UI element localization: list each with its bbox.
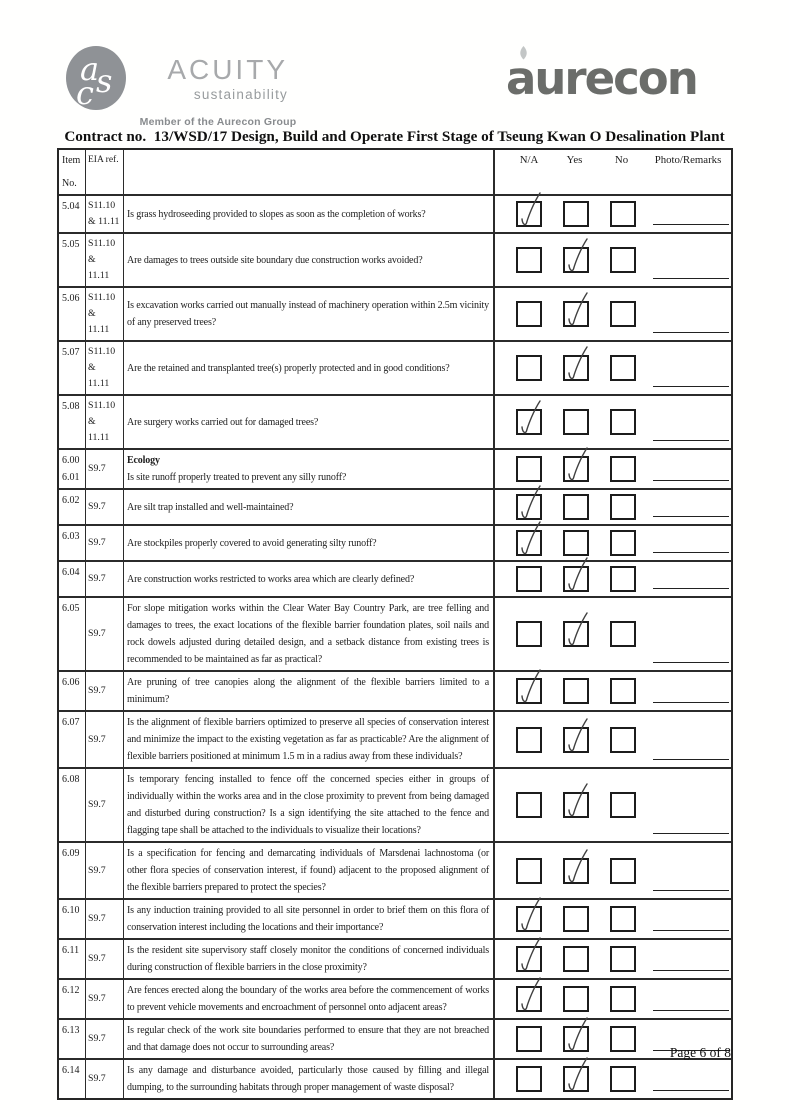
remarks-line bbox=[653, 702, 729, 703]
checkbox-yes[interactable] bbox=[563, 409, 589, 435]
checkbox-yes[interactable] bbox=[563, 566, 589, 592]
table-row bbox=[59, 340, 731, 394]
checkbox-no[interactable] bbox=[610, 906, 636, 932]
remarks-line bbox=[653, 833, 729, 834]
checkbox-na[interactable] bbox=[516, 986, 542, 1012]
acuity-tagline: Member of the Aurecon Group bbox=[139, 116, 297, 128]
page-number: Page 6 of 8 bbox=[669, 1045, 731, 1060]
eia-ref-header: EIA ref. bbox=[86, 150, 124, 194]
table-row bbox=[59, 488, 731, 524]
checks-cell bbox=[495, 342, 731, 394]
checkbox-na[interactable] bbox=[516, 494, 542, 520]
checklist-table-body bbox=[59, 194, 731, 1098]
tick-mark-icon bbox=[562, 611, 590, 651]
checkbox-yes[interactable] bbox=[563, 456, 589, 482]
checkbox-no[interactable] bbox=[610, 986, 636, 1012]
eia-ref-cell: S9.7 bbox=[86, 769, 124, 841]
tick-mark-icon bbox=[562, 291, 590, 331]
tick-mark-icon bbox=[515, 936, 543, 976]
acuity-subbrand-text: sustainability bbox=[193, 87, 288, 102]
checks-cell bbox=[495, 712, 731, 767]
item-header-line2: No. bbox=[62, 178, 77, 189]
item-no-cell: 6.10 bbox=[59, 900, 86, 938]
item-no-cell: 6.03 bbox=[59, 526, 86, 560]
checks-header bbox=[495, 150, 731, 166]
eia-ref-cell: S11.10 & 11.11 bbox=[86, 234, 124, 286]
checkbox-yes[interactable] bbox=[563, 1066, 589, 1092]
eia-ref-cell: S9.7 bbox=[86, 843, 124, 898]
tick-mark-icon bbox=[515, 668, 543, 708]
question-cell: Is excavation works carried out manually instead of machinery operation within 2.5m vicinity of any preserved trees? bbox=[124, 288, 495, 340]
checkbox-na[interactable] bbox=[516, 409, 542, 435]
item-no-cell: 6.09 bbox=[59, 843, 86, 898]
remarks-line bbox=[653, 588, 729, 589]
svg-text:s: s bbox=[96, 62, 113, 100]
checkbox-no[interactable] bbox=[610, 1066, 636, 1092]
checkbox-na[interactable] bbox=[516, 858, 542, 884]
checkbox-yes[interactable] bbox=[563, 494, 589, 520]
remarks-line bbox=[653, 224, 729, 225]
tick-mark-icon bbox=[562, 446, 590, 486]
item-no-cell: 6.07 bbox=[59, 712, 86, 767]
remarks-line bbox=[653, 386, 729, 387]
item-no-cell: 5.06 bbox=[59, 288, 86, 340]
table-row bbox=[59, 1058, 731, 1098]
eia-ref-cell: S9.7 bbox=[86, 562, 124, 596]
question-cell: Are pruning of tree canopies along the alignment of the flexible barriers limited to a minimum? bbox=[124, 672, 495, 710]
checkbox-yes[interactable] bbox=[563, 1026, 589, 1052]
checks-cell bbox=[495, 598, 731, 670]
eia-ref-cell: S9.7 bbox=[86, 598, 124, 670]
item-no-cell: 6.00 6.01 bbox=[59, 450, 86, 488]
eia-ref-cell: S9.7 bbox=[86, 1060, 124, 1098]
checks-cell bbox=[495, 490, 731, 524]
question-cell: Are silt trap installed and well-maintained? bbox=[124, 490, 495, 524]
checkbox-na[interactable] bbox=[516, 355, 542, 381]
checks-cell bbox=[495, 288, 731, 340]
eia-ref-cell: S11.10 & 11.11 bbox=[86, 342, 124, 394]
question-header bbox=[124, 150, 495, 194]
item-no-cell: 6.13 bbox=[59, 1020, 86, 1058]
checkbox-no[interactable] bbox=[610, 456, 636, 482]
checkbox-yes[interactable] bbox=[563, 247, 589, 273]
eia-ref-cell: S11.10 & 11.11 bbox=[86, 196, 124, 232]
remarks-line bbox=[653, 480, 729, 481]
checks-cell bbox=[495, 396, 731, 448]
checkbox-na[interactable] bbox=[516, 678, 542, 704]
tick-mark-icon bbox=[562, 1016, 590, 1056]
checkbox-no[interactable] bbox=[610, 301, 636, 327]
checkbox-na[interactable] bbox=[516, 727, 542, 753]
table-row bbox=[59, 194, 731, 232]
checkbox-na[interactable] bbox=[516, 1066, 542, 1092]
item-header-line1: Item bbox=[62, 155, 81, 166]
eia-ref-cell: S9.7 bbox=[86, 940, 124, 978]
acuity-brand-text: ACUITY bbox=[167, 54, 288, 85]
question-cell: For slope mitigation works within the Clear Water Bay Country Park, are tree felling and damages to trees, the exact locations of the flexible barrier foundation plates, soil nails and rock dowels adjusted during detailed design, and a setback distance from existing trees is recommended to be maintained as far as practical? bbox=[124, 598, 495, 670]
table-row bbox=[59, 670, 731, 710]
checks-cell bbox=[495, 843, 731, 898]
question-cell: Is grass hydroseeding provided to slopes as soon as the completion of works? bbox=[124, 196, 495, 232]
question-cell: Is temporary fencing installed to fence off the concerned species either in groups of individually within the works area and in the close proximity to prevent from being damaged and disturbed during construction? Is a sign identifying the site attached to the fence and flagging tape shall be attached to the individuals to visualize their locations? bbox=[124, 769, 495, 841]
checkbox-yes[interactable] bbox=[563, 906, 589, 932]
eia-ref-cell: S9.7 bbox=[86, 900, 124, 938]
checkbox-yes[interactable] bbox=[563, 792, 589, 818]
table-row bbox=[59, 448, 731, 488]
question-cell: Is any damage and disturbance avoided, particularly those caused by filling and illegal dumping, to the surrounding habitats through proper management of waste disposal? bbox=[124, 1060, 495, 1098]
checkbox-no[interactable] bbox=[610, 530, 636, 556]
eia-ref-cell: S9.7 bbox=[86, 1020, 124, 1058]
checkbox-no[interactable] bbox=[610, 566, 636, 592]
tick-mark-icon bbox=[562, 717, 590, 757]
checkbox-na[interactable] bbox=[516, 621, 542, 647]
eia-ref-cell: S9.7 bbox=[86, 450, 124, 488]
checkbox-na[interactable] bbox=[516, 566, 542, 592]
aurecon-brand-text: aurecon bbox=[506, 52, 697, 105]
svg-text:c: c bbox=[76, 74, 94, 112]
question-cell: Is the alignment of flexible barriers optimized to preserve all species of conservation interest and minimize the impact to the existing vegetation as far as practicable? Are the alignment of flexible barriers positioned at minimum 1.5 m in a radius away from these individuals? bbox=[124, 712, 495, 767]
remarks-line bbox=[653, 930, 729, 931]
question-cell: Are the retained and transplanted tree(s) properly protected and in good conditions? bbox=[124, 342, 495, 394]
checkbox-na[interactable] bbox=[516, 1026, 542, 1052]
checkbox-yes[interactable] bbox=[563, 727, 589, 753]
checkbox-no[interactable] bbox=[610, 355, 636, 381]
no-column-header: No bbox=[614, 154, 629, 166]
question-cell: Is the resident site supervisory staff closely monitor the conditions of concerned individuals during construction of flexible barriers in the close proximity? bbox=[124, 940, 495, 978]
checks-cell bbox=[495, 234, 731, 286]
checks-cell bbox=[495, 980, 731, 1018]
checkbox-na[interactable] bbox=[516, 247, 542, 273]
table-row bbox=[59, 596, 731, 670]
checkbox-yes[interactable] bbox=[563, 201, 589, 227]
checkbox-no[interactable] bbox=[610, 1026, 636, 1052]
checkbox-na[interactable] bbox=[516, 201, 542, 227]
na-column-header: N/A bbox=[519, 154, 539, 166]
tick-mark-icon bbox=[562, 782, 590, 822]
table-row bbox=[59, 898, 731, 938]
checkbox-no[interactable] bbox=[610, 201, 636, 227]
table-row bbox=[59, 710, 731, 767]
item-no-cell: 5.08 bbox=[59, 396, 86, 448]
item-no-cell: 6.05 bbox=[59, 598, 86, 670]
checks-cell bbox=[495, 769, 731, 841]
page-title: Contract no. 13/WSD/17 Design, Build and Operate First Stage of Tseung Kwan O Desalination Plant bbox=[64, 128, 725, 145]
tick-mark-icon bbox=[515, 484, 543, 524]
item-no-header bbox=[59, 150, 86, 194]
tick-mark-icon bbox=[515, 191, 543, 231]
tick-mark-icon bbox=[562, 556, 590, 596]
checkbox-no[interactable] bbox=[610, 792, 636, 818]
eia-ref-cell: S9.7 bbox=[86, 490, 124, 524]
checkbox-no[interactable] bbox=[610, 678, 636, 704]
table-row bbox=[59, 560, 731, 596]
tick-mark-icon bbox=[515, 976, 543, 1016]
question-cell: Are stockpiles properly covered to avoid generating silty runoff? bbox=[124, 526, 495, 560]
remarks-line bbox=[653, 970, 729, 971]
remarks-line bbox=[653, 278, 729, 279]
eia-ref-cell: S9.7 bbox=[86, 712, 124, 767]
remarks-line bbox=[653, 440, 729, 441]
remarks-line bbox=[653, 1090, 729, 1091]
checkbox-na[interactable] bbox=[516, 301, 542, 327]
table-row bbox=[59, 938, 731, 978]
remarks-line bbox=[653, 1010, 729, 1011]
remarks-line bbox=[653, 890, 729, 891]
checkbox-yes[interactable] bbox=[563, 946, 589, 972]
checklist-table bbox=[57, 148, 733, 1100]
remarks-column-header: Photo/Remarks bbox=[654, 154, 722, 166]
remarks-line bbox=[653, 552, 729, 553]
checkbox-no[interactable] bbox=[610, 946, 636, 972]
item-no-cell: 6.08 bbox=[59, 769, 86, 841]
item-no-cell: 6.06 bbox=[59, 672, 86, 710]
eia-ref-cell: S9.7 bbox=[86, 526, 124, 560]
item-no-cell: 5.04 bbox=[59, 196, 86, 232]
checks-cell bbox=[495, 526, 731, 560]
question-cell: Is regular check of the work site boundaries performed to ensure that they are not breached and that damage does not occur to surrounding areas? bbox=[124, 1020, 495, 1058]
checkbox-yes[interactable] bbox=[563, 678, 589, 704]
checkbox-na[interactable] bbox=[516, 946, 542, 972]
tick-mark-icon bbox=[562, 1056, 590, 1096]
eia-ref-cell: S9.7 bbox=[86, 672, 124, 710]
checkbox-no[interactable] bbox=[610, 858, 636, 884]
item-no-cell: 5.05 bbox=[59, 234, 86, 286]
eia-ref-cell: S9.7 bbox=[86, 980, 124, 1018]
checkbox-na[interactable] bbox=[516, 906, 542, 932]
checkbox-no[interactable] bbox=[610, 409, 636, 435]
question-cell: Is a specification for fencing and demarcating individuals of Marsdenai lachnostoma (or other flora species of conservation interest, if found) adjacent to the proposed alignment of the flexible barriers prepared to protect the species? bbox=[124, 843, 495, 898]
aurecon-logo bbox=[506, 46, 728, 112]
tick-mark-icon bbox=[515, 520, 543, 560]
remarks-line bbox=[653, 662, 729, 663]
acuity-monogram-icon bbox=[64, 44, 128, 112]
checkbox-yes[interactable] bbox=[563, 621, 589, 647]
item-no-cell: 5.07 bbox=[59, 342, 86, 394]
tick-mark-icon bbox=[562, 848, 590, 888]
checkbox-yes[interactable] bbox=[563, 301, 589, 327]
svg-text:a: a bbox=[80, 50, 100, 88]
checkbox-na[interactable] bbox=[516, 530, 542, 556]
checkbox-no[interactable] bbox=[610, 494, 636, 520]
question-cell: Are fences erected along the boundary of the works area before the commencement of works to prevent vehicle movements and encroachment of personnel onto adjacent areas? bbox=[124, 980, 495, 1018]
tick-mark-icon bbox=[562, 237, 590, 277]
item-no-cell: 6.04 bbox=[59, 562, 86, 596]
checkbox-na[interactable] bbox=[516, 792, 542, 818]
checks-cell bbox=[495, 672, 731, 710]
table-row bbox=[59, 232, 731, 286]
item-no-cell: 6.02 bbox=[59, 490, 86, 524]
table-row bbox=[59, 978, 731, 1018]
table-row bbox=[59, 1018, 731, 1058]
checkbox-no[interactable] bbox=[610, 727, 636, 753]
checks-cell bbox=[495, 940, 731, 978]
table-header-row bbox=[59, 150, 731, 194]
question-cell: Is any induction training provided to all site personnel in order to brief them on this flora of conservation interest including the locations and their importance? bbox=[124, 900, 495, 938]
remarks-line bbox=[653, 332, 729, 333]
checks-cell bbox=[495, 196, 731, 232]
question-cell: Are construction works restricted to works area which are clearly defined? bbox=[124, 562, 495, 596]
checks-cell bbox=[495, 450, 731, 488]
checks-cell bbox=[495, 900, 731, 938]
eia-ref-cell: S11.10 & 11.11 bbox=[86, 288, 124, 340]
yes-column-header: Yes bbox=[566, 154, 583, 166]
item-no-cell: 6.14 bbox=[59, 1060, 86, 1098]
checkbox-no[interactable] bbox=[610, 621, 636, 647]
question-cell: Are damages to trees outside site boundary due construction works avoided? bbox=[124, 234, 495, 286]
tick-mark-icon bbox=[562, 345, 590, 385]
eia-ref-cell: S11.10 & 11.11 bbox=[86, 396, 124, 448]
table-row bbox=[59, 524, 731, 560]
table-row bbox=[59, 286, 731, 340]
remarks-line bbox=[653, 759, 729, 760]
checkbox-na[interactable] bbox=[516, 456, 542, 482]
acuity-wordmark bbox=[138, 54, 288, 102]
checkbox-yes[interactable] bbox=[563, 858, 589, 884]
checkbox-yes[interactable] bbox=[563, 355, 589, 381]
checks-cell bbox=[495, 1060, 731, 1098]
tick-mark-icon bbox=[515, 896, 543, 936]
item-no-cell: 6.11 bbox=[59, 940, 86, 978]
question-cell: Are surgery works carried out for damaged trees? bbox=[124, 396, 495, 448]
tick-mark-icon bbox=[515, 399, 543, 439]
item-no-cell: 6.12 bbox=[59, 980, 86, 1018]
table-row bbox=[59, 394, 731, 448]
remarks-line bbox=[653, 516, 729, 517]
table-row bbox=[59, 841, 731, 898]
checks-cell bbox=[495, 562, 731, 596]
checkbox-yes[interactable] bbox=[563, 530, 589, 556]
question-cell: Ecology Is site runoff properly treated to prevent any silly runoff? bbox=[124, 450, 495, 488]
table-row bbox=[59, 767, 731, 841]
checkbox-no[interactable] bbox=[610, 247, 636, 273]
checkbox-yes[interactable] bbox=[563, 986, 589, 1012]
